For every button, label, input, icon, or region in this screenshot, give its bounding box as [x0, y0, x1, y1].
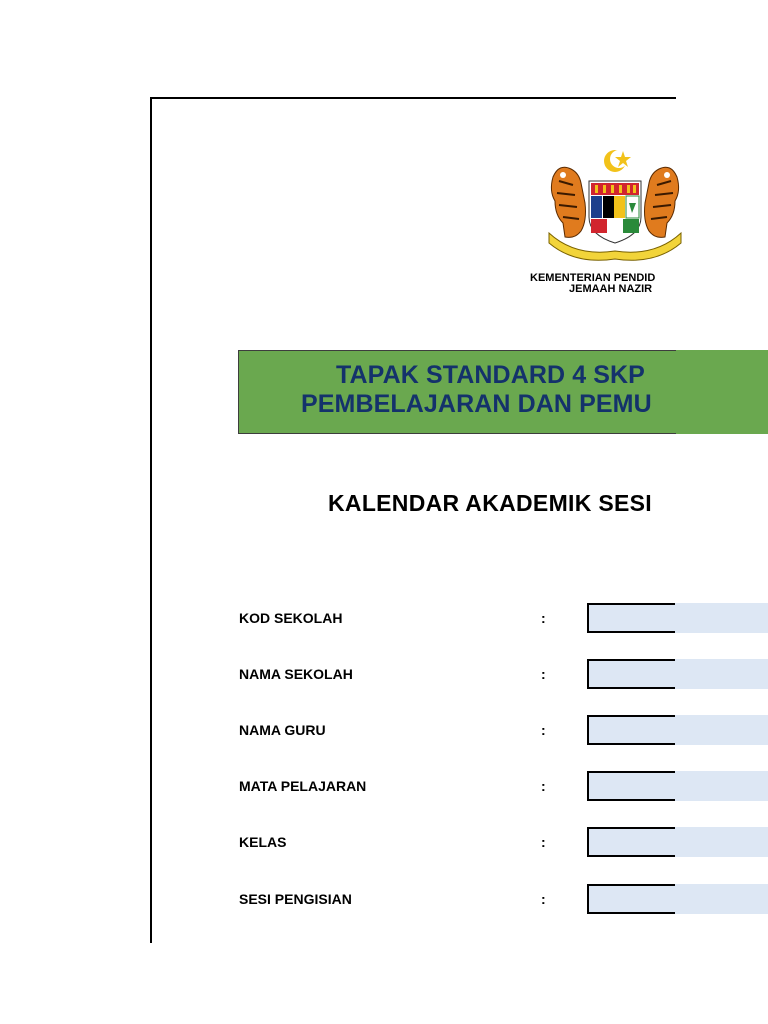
- banner-title-line2: PEMBELAJARAN DAN PEMU: [301, 390, 652, 418]
- field-extension: [675, 827, 768, 857]
- form-colon: :: [541, 666, 546, 682]
- inspectorate-name: JEMAAH NAZIR: [569, 283, 653, 295]
- page-border-left: [150, 97, 152, 943]
- page-border-top: [150, 97, 676, 99]
- nama-sekolah-field[interactable]: [587, 659, 767, 689]
- form-colon: :: [541, 778, 546, 794]
- form-label: MATA PELAJARAN: [239, 778, 367, 794]
- form-row-mata-pelajaran: [239, 771, 768, 801]
- banner-text-area: [239, 351, 676, 435]
- nama-guru-field[interactable]: [587, 715, 767, 745]
- form-colon: :: [541, 722, 546, 738]
- kelas-field[interactable]: [587, 827, 767, 857]
- ministry-heading: [530, 273, 768, 295]
- form-label: NAMA SEKOLAH: [239, 666, 353, 682]
- form-colon: :: [541, 891, 546, 907]
- form-label: KOD SEKOLAH: [239, 610, 343, 626]
- form-label: NAMA GURU: [239, 722, 326, 738]
- kod-sekolah-field[interactable]: [587, 603, 767, 633]
- banner-title-line1: TAPAK STANDARD 4 SKP: [336, 361, 645, 389]
- banner-title: [301, 361, 676, 419]
- form-row-nama-sekolah: [239, 659, 768, 689]
- form-colon: :: [541, 610, 546, 626]
- form-colon: :: [541, 834, 546, 850]
- field-extension: [675, 659, 768, 689]
- form-row-nama-guru: [239, 715, 768, 745]
- field-extension: [675, 884, 768, 914]
- form-row-sesi-pengisian: [239, 884, 768, 914]
- form-label: SESI PENGISIAN: [239, 891, 352, 907]
- form-row-kelas: [239, 827, 768, 857]
- form-row-kod-sekolah: [239, 603, 768, 633]
- form-label: KELAS: [239, 834, 287, 850]
- field-extension: [675, 715, 768, 745]
- field-extension: [675, 603, 768, 633]
- document-subtitle: KALENDAR AKADEMIK SESI: [328, 490, 652, 516]
- malaysia-coat-of-arms-icon: [545, 147, 685, 265]
- title-banner: [238, 350, 766, 434]
- field-extension: [675, 771, 768, 801]
- sesi-pengisian-field[interactable]: [587, 884, 767, 914]
- ministry-name: KEMENTERIAN PENDID: [530, 272, 656, 284]
- mata-pelajaran-field[interactable]: [587, 771, 767, 801]
- banner-right-fill: [676, 350, 768, 434]
